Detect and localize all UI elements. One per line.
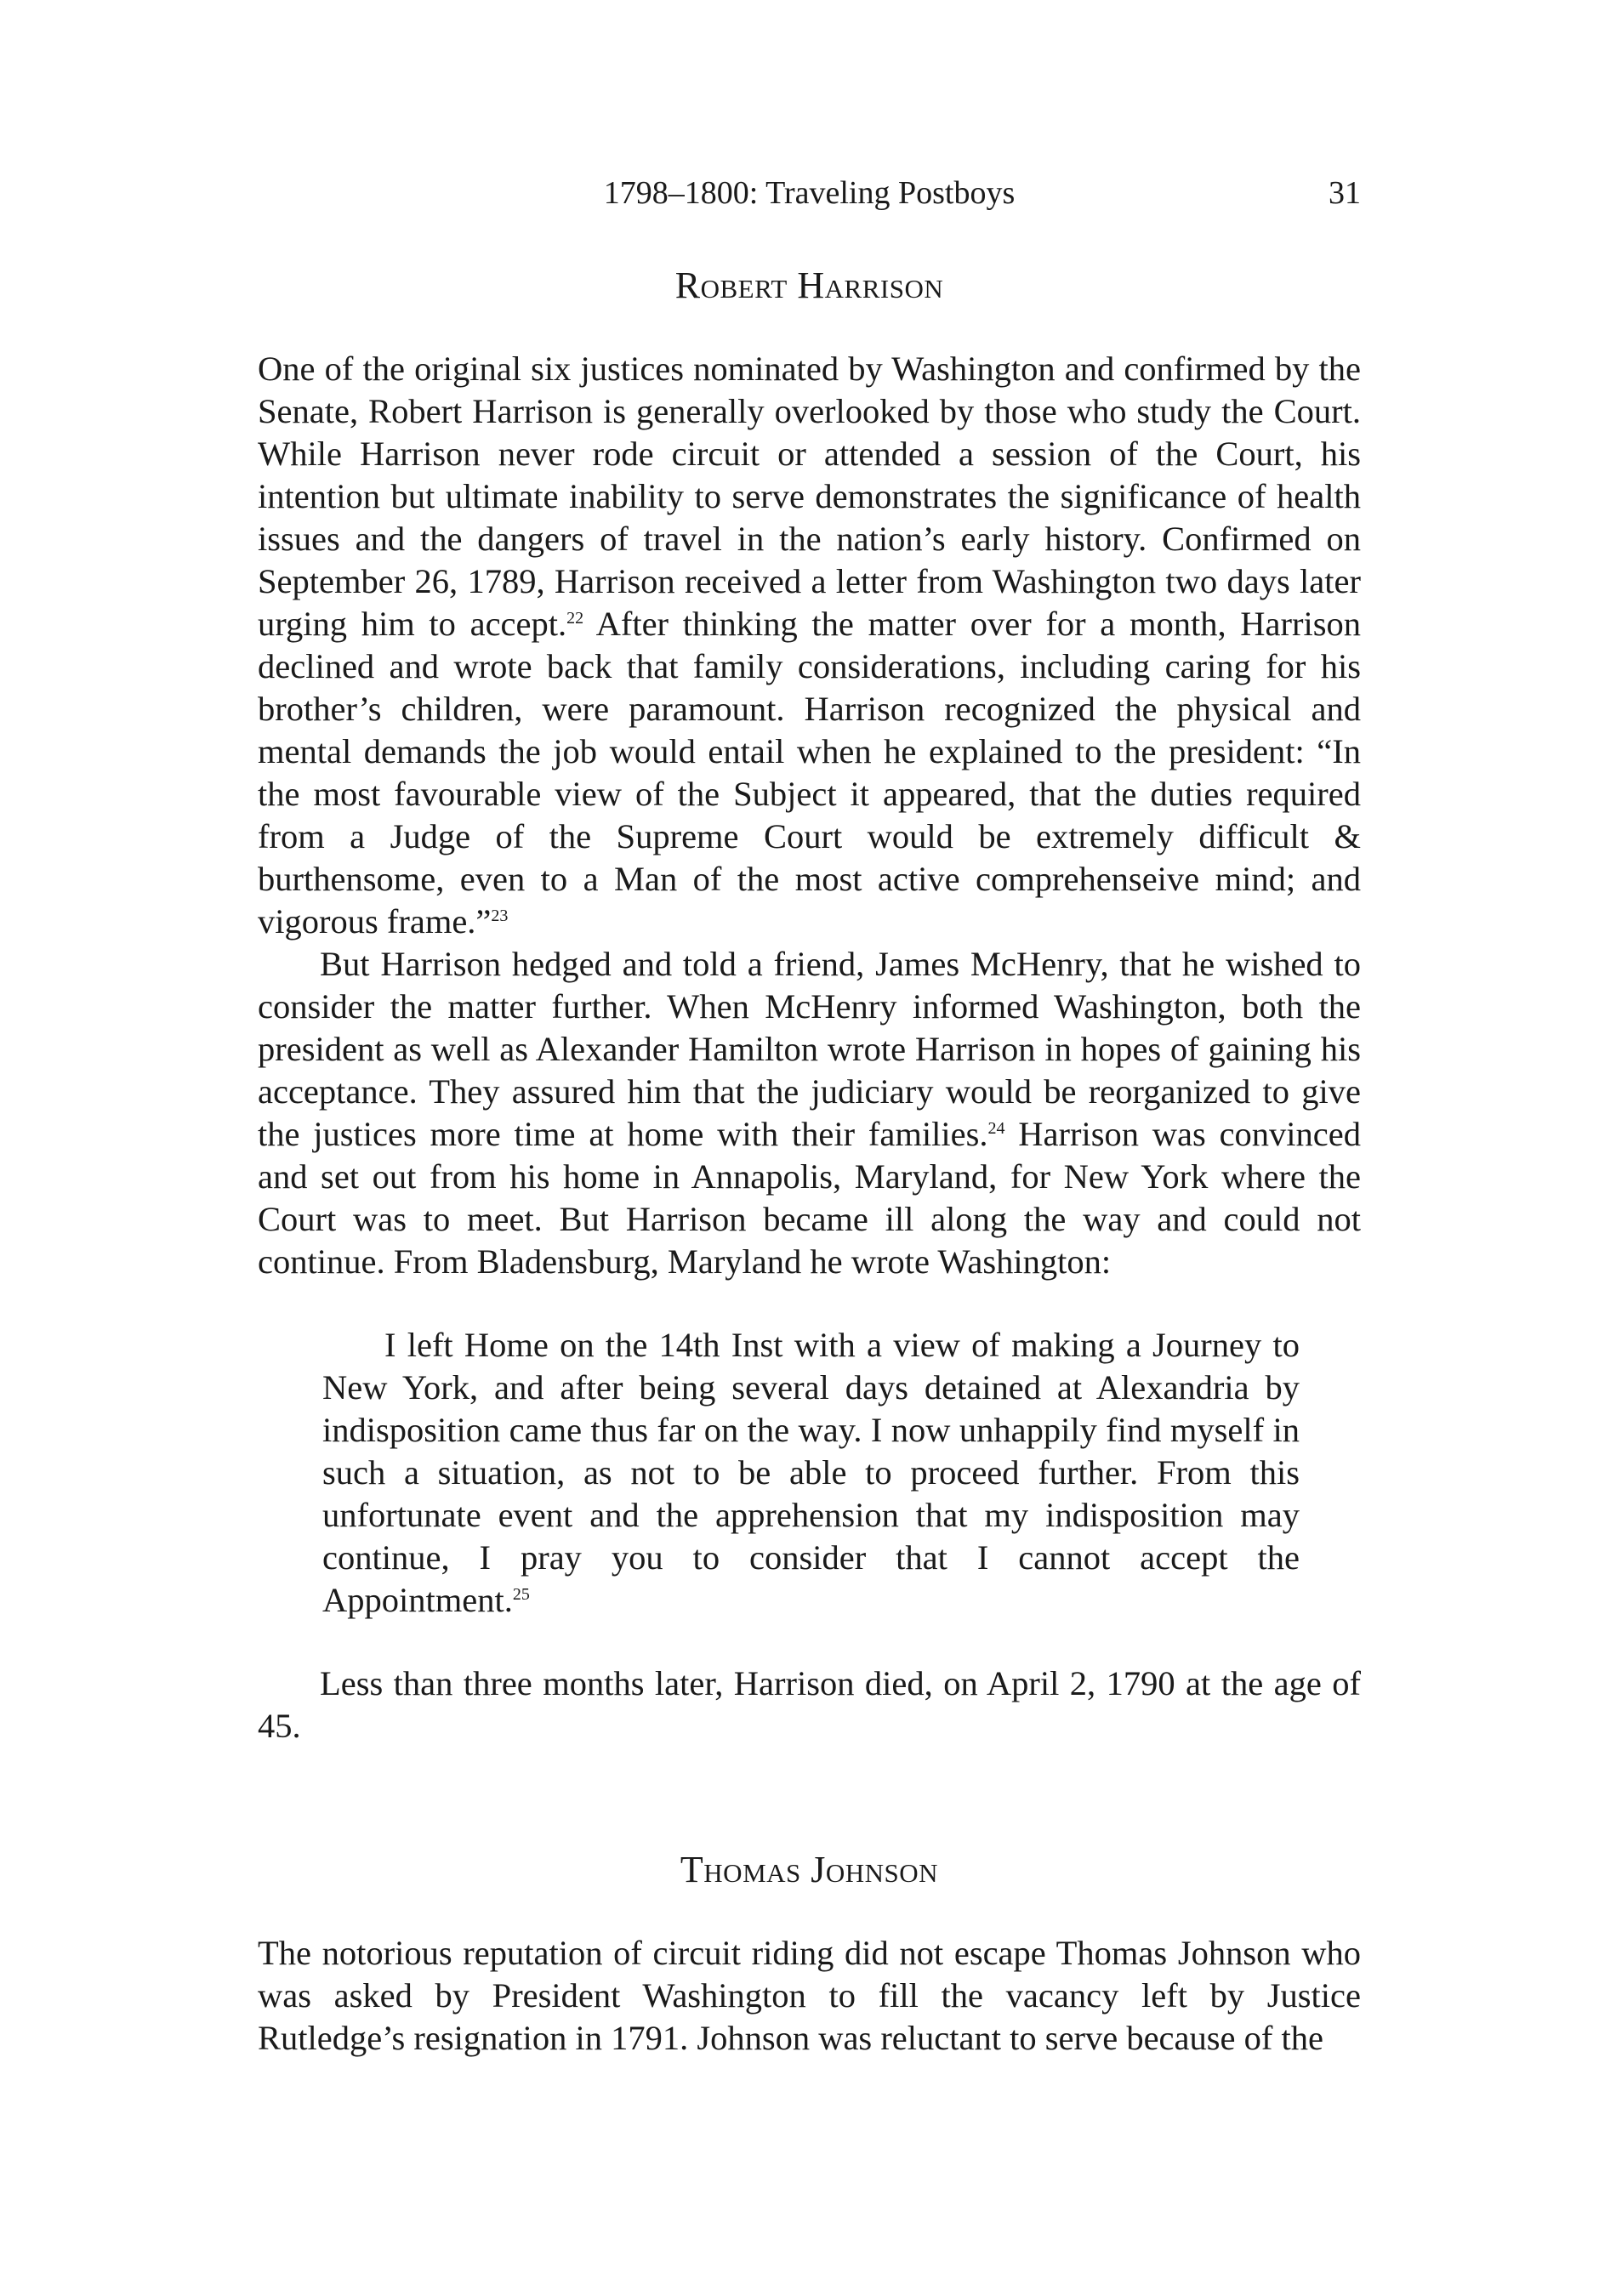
paragraph-johnson-1: The notorious reputation of circuit riding did not escape Thomas Johnson who was asked by President Washington to fill the vacancy left by Justice Rutledge’s resignation in 1791. Johnson was reluctant to serve because of the [258, 1934, 1361, 2057]
footnote-ref-25[interactable]: 25 [512, 1585, 530, 1604]
quote-text: I left Home on the 14th Inst with a view of making a Journey to New York, and after being several days detained at Alexandria by indisposition came thus far on the way. I now unhappily find myself in such a situation, as not to be able to proceed further. From this unfortunate event and the apprehension that my indisposition may continue, I pray you to consider that I cannot accept the Appointment. [322, 1326, 1300, 1619]
paragraph-text: After thinking the matter over for a month, Harrison declined and wrote back that family considerations, including caring for his brother’s children, were paramount. Harrison recognized the physical and mental demands the job would entail when he explained to the president: “In the most favourable view of the Subject it appeared, that the duties required from a Judge of the Supreme Court would be extremely difficult & burthensome, even to a Man of the most active comprehenseive mind; and vigorous frame.” [258, 605, 1361, 941]
paragraph-text: Harrison was convinced and set out from his home in Annapolis, Maryland, for New York where the Court was to meet. But Harrison became ill along the way and could not continue. From Bladensburg, Maryland he wrote Washington: [258, 1115, 1361, 1281]
block-quote [322, 1324, 1300, 1622]
paragraph-text: But Harrison hedged and told a friend, James McHenry, that he wished to consider the matter further. When McHenry informed Washington, both the president as well as Alexander Hamilton wrote Harrison in hopes of gaining his acceptance. They assured him that the judiciary would be reorganized to give the justices more time at home with their families. [258, 945, 1361, 1153]
paragraph-harrison-1 [258, 348, 1361, 943]
footnote-ref-23[interactable]: 23 [491, 906, 509, 925]
footnote-ref-24[interactable]: 24 [987, 1119, 1005, 1138]
page-number: 31 [1329, 175, 1361, 211]
running-title: 1798–1800: Traveling Postboys [603, 175, 1016, 211]
running-head [258, 174, 1361, 217]
paragraph-harrison-2 [258, 943, 1361, 1283]
footnote-ref-22[interactable]: 22 [566, 609, 584, 628]
section-heading-johnson: Thomas Johnson [680, 1849, 939, 1890]
paragraph-harrison-closing: Less than three months later, Harrison died, on April 2, 1790 at the age of 45. [258, 1664, 1361, 1745]
section-heading-harrison: Robert Harrison [674, 264, 944, 306]
paragraph-text: One of the original six justices nominated by Washington and confirmed by the Senate, Robert Harrison is generally overlooked by those who study the Court. While Harrison never rode circuit or attended a session of the Court, his intention but ultimate inability to serve demonstrates the significance of health issues and the dangers of travel in the nation’s early history. Confirmed on September 26, 1789, Harrison received a letter from Washington two days later urging him to accept. [258, 350, 1361, 643]
text-block [258, 264, 1361, 2060]
